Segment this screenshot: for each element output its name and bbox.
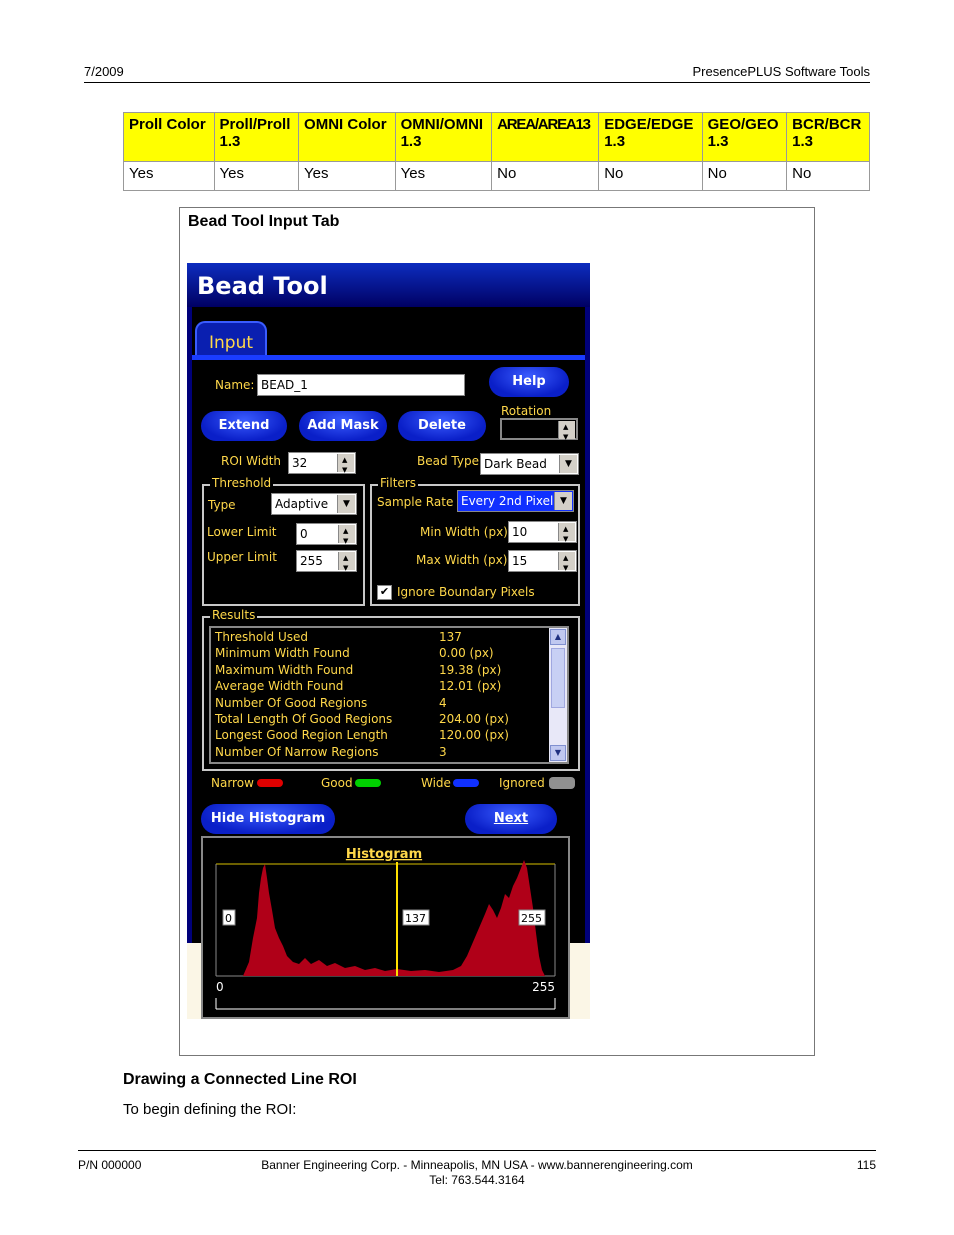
footer-part-number: P/N 000000 [78,1158,142,1172]
header-date: 7/2009 [84,64,124,79]
legend-good-swatch [355,779,381,787]
lower-limit-spinner[interactable] [338,525,355,543]
upper-limit-spinner[interactable] [338,552,355,570]
table-header-cell: EDGE/EDGE 1.3 [599,113,702,162]
table-row [124,162,870,191]
table-cell: No [702,162,787,191]
legend-narrow-label: Narrow [211,776,254,790]
results-group-title: Results [212,608,256,622]
section-title: Drawing a Connected Line ROI [123,1071,357,1088]
header-title: PresencePLUS Software Tools [692,64,870,79]
roi-width-spinner[interactable] [337,454,354,472]
legend-wide-swatch [453,779,479,787]
rotation-input[interactable] [500,418,578,440]
table-header-cell: Proll/Proll 1.3 [214,113,299,162]
max-width-spinner[interactable] [558,552,575,570]
tab-underline [192,355,585,360]
marker-left-text: 0 [225,912,232,925]
rotation-spinner[interactable] [558,421,575,439]
next-button[interactable]: Next [465,804,557,834]
help-button[interactable]: Help [489,367,569,397]
lower-limit-input[interactable]: 0 ▲ ▼ [296,523,357,545]
table-header-cell: GEO/GEO 1.3 [702,113,787,162]
footer-page-number: 115 [856,1158,876,1172]
screenshot-edge-left [187,943,201,1019]
compatibility-table [123,112,870,191]
result-row: Longest Good Region Length 120.00 (px) [215,728,509,742]
hide-histogram-button[interactable]: Hide Histogram [201,804,335,834]
results-scrollbar[interactable] [549,628,567,762]
min-width-spinner[interactable] [558,523,575,541]
footer-company-line1: Banner Engineering Corp. - Minneapolis, MN USA - www.bannerengineering.com [261,1158,693,1172]
histogram-title: Histogram [345,847,423,862]
histogram-chart [203,838,568,1017]
results-list [209,626,569,764]
header-rule [84,82,870,83]
scroll-down-icon[interactable]: ▼ [550,745,566,761]
table-header-cell: OMNI/OMNI 1.3 [395,113,492,162]
result-row: Number Of Good Regions 4 [215,696,447,710]
section-text: To begin defining the ROI: [123,1101,297,1118]
tab-input[interactable]: Input [195,321,267,359]
ignore-boundary-checkbox[interactable]: ✔ [377,585,392,600]
table-cell: Yes [214,162,299,191]
result-row: Threshold Used 137 [215,630,462,644]
min-width-label: Min Width (px) [420,525,508,539]
lower-limit-label: Lower Limit [207,525,277,539]
table-cell: No [492,162,599,191]
footer-rule [78,1150,876,1151]
chevron-down-icon[interactable]: ▼ [554,492,572,510]
extend-button[interactable]: Extend [201,411,287,441]
legend-ignored-label: Ignored [499,776,545,790]
table-header-cell: Proll Color [124,113,215,162]
ignore-boundary-label: Ignore Boundary Pixels [397,585,535,599]
name-label: Name: [215,378,255,392]
add-mask-button[interactable]: Add Mask [299,411,387,441]
min-width-input[interactable]: 10 ▲ ▼ [508,521,577,543]
window-title: Bead Tool [197,272,328,300]
max-width-input[interactable]: 15 ▲ ▼ [508,550,577,572]
window-titlebar [187,263,590,307]
result-row: Average Width Found 12.01 (px) [215,679,502,693]
table-header-cell: BCR/BCR 1.3 [787,113,870,162]
threshold-group-title: Threshold [212,476,272,490]
sample-rate-label: Sample Rate [377,495,454,509]
table-header-cell: AREA/AREA13 [492,113,599,162]
bead-type-select[interactable]: Dark Bead ▼ [480,453,579,475]
marker-right-text: 255 [521,912,542,925]
marker-threshold-text: 137 [405,912,426,925]
roi-width-label: ROI Width [221,454,281,468]
legend-narrow-swatch [257,779,283,787]
histogram-panel [201,836,570,1019]
bead-type-label: Bead Type [417,454,479,468]
legend-good-label: Good [321,776,353,790]
roi-width-input[interactable]: 32 ▲ ▼ [288,452,356,474]
legend-ignored-swatch [549,777,575,789]
figure-title: Bead Tool Input Tab [188,213,340,230]
name-input[interactable]: BEAD_1 [257,374,465,396]
result-row: Minimum Width Found 0.00 (px) [215,646,494,660]
table-header-cell: OMNI Color [299,113,396,162]
result-row: Total Length Of Good Regions 204.00 (px) [215,712,509,726]
result-row: Number Of Narrow Regions 3 [215,745,447,759]
upper-limit-input[interactable]: 255 ▲ ▼ [296,550,357,572]
footer-company [227,1158,727,1188]
histogram-distribution [217,860,545,976]
bead-tool-window [187,263,590,1019]
threshold-type-label: Type [208,498,236,512]
threshold-type-select[interactable]: Adaptive ▼ [271,493,357,515]
rotation-label: Rotation [501,404,552,418]
table-cell: No [599,162,702,191]
screenshot-edge-right [570,943,590,1019]
chevron-down-icon[interactable]: ▼ [559,455,577,473]
scroll-thumb[interactable] [551,648,565,708]
upper-limit-label: Upper Limit [207,550,277,564]
table-cell: Yes [395,162,492,191]
axis-max-label: 255 [532,980,555,994]
scroll-up-icon[interactable]: ▲ [550,629,566,645]
table-cell: No [787,162,870,191]
sample-rate-select[interactable]: Every 2nd Pixel ▼ [457,490,574,512]
table-header-row [124,113,870,162]
axis-min-label: 0 [216,980,224,994]
legend-wide-label: Wide [421,776,451,790]
delete-button[interactable]: Delete [398,411,486,441]
footer-company-line2: Tel: 763.544.3164 [429,1173,525,1187]
chevron-down-icon[interactable]: ▼ [337,495,355,513]
table-cell: Yes [124,162,215,191]
result-row: Maximum Width Found 19.38 (px) [215,663,502,677]
max-width-label: Max Width (px) [416,553,508,567]
filters-group-title: Filters [380,476,416,490]
table-cell: Yes [299,162,396,191]
